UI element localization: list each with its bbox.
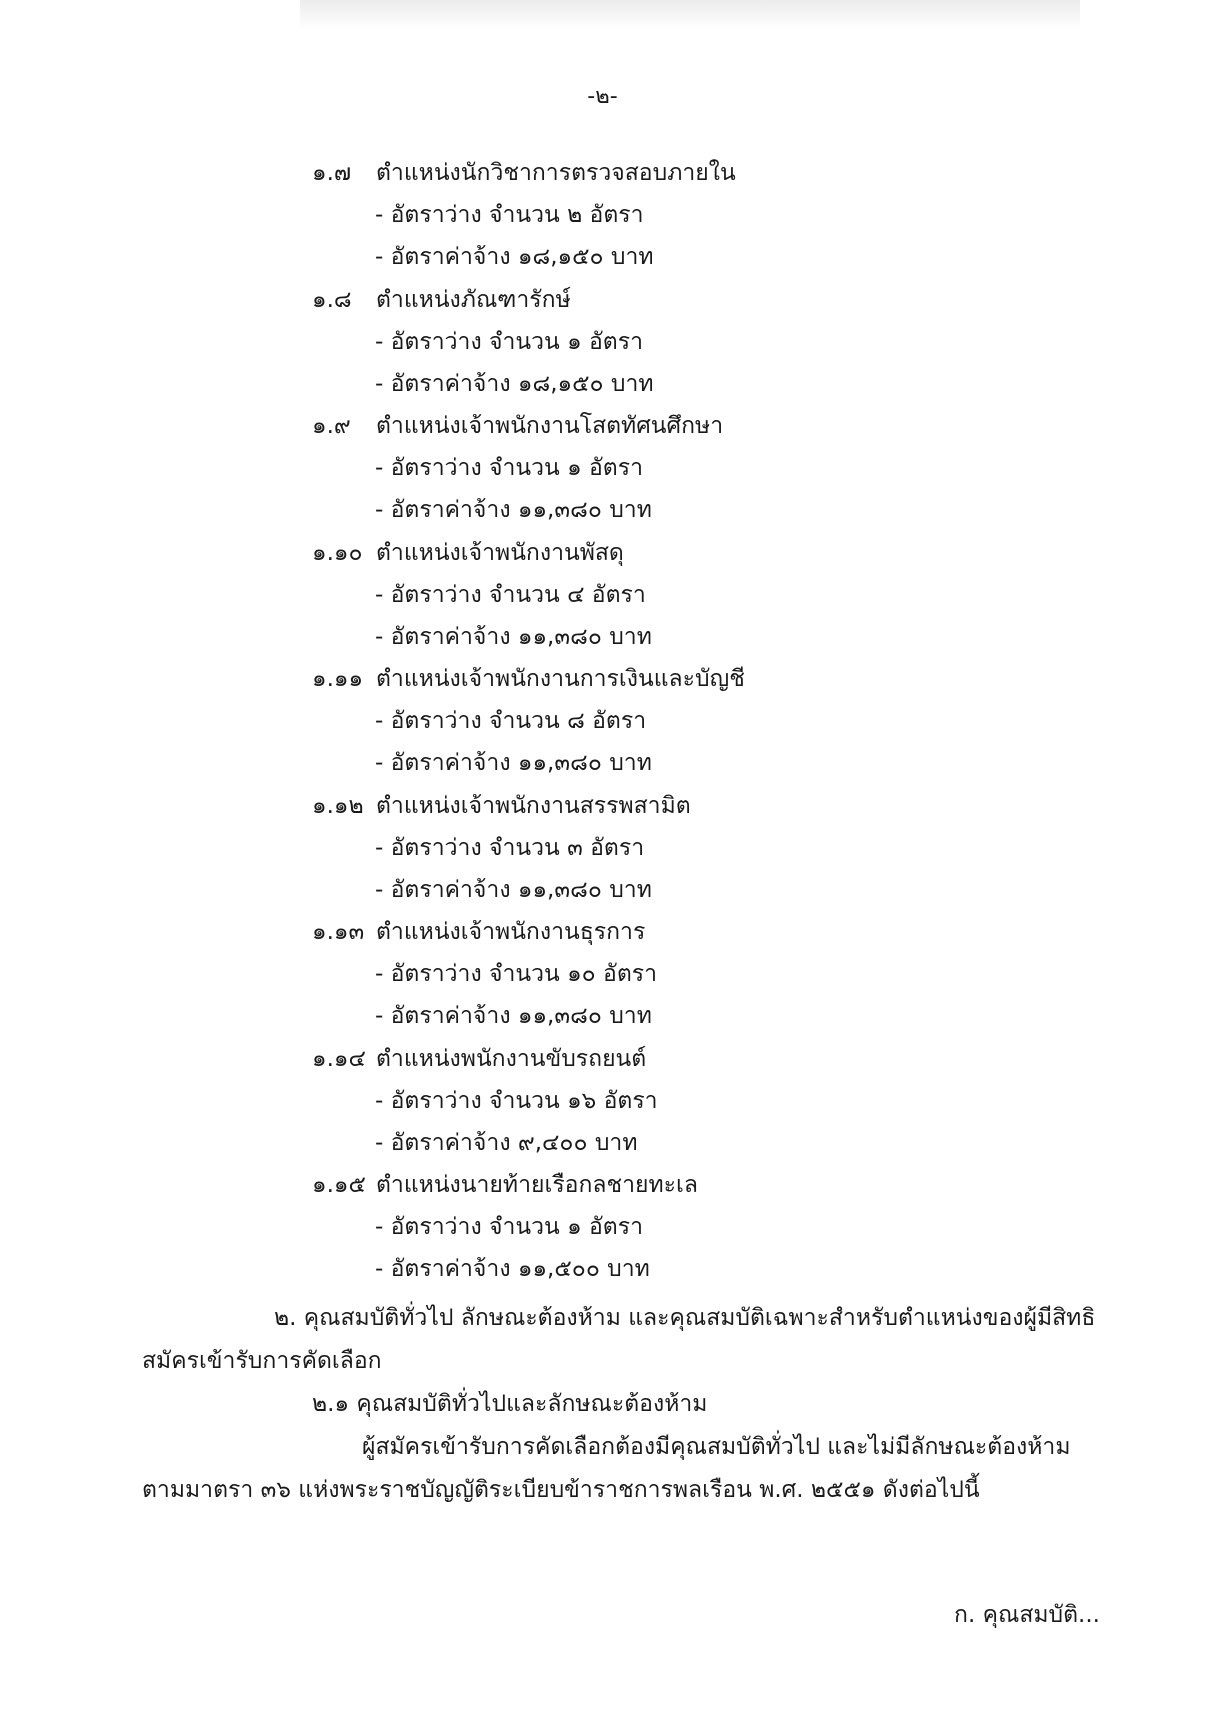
position-heading	[312, 664, 745, 694]
position-vacancy: - อัตราว่าง จำนวน ๑ อัตรา	[375, 329, 643, 355]
position-number: ๑.๗	[312, 160, 352, 186]
section-2-1-body-line2: ตามมาตรา ๓๖ แห่งพระราชบัญญัติระเบียบข้าราชการพลเรือน พ.ศ. ๒๕๕๑ ดังต่อไปนี้	[142, 1477, 980, 1503]
section-2-1-body-line1: ผู้สมัครเข้ารับการคัดเลือกต้องมีคุณสมบัติทั่วไป และไม่มีลักษณะต้องห้าม	[362, 1434, 1071, 1460]
position-number: ๑.๑๕	[312, 1172, 366, 1198]
position-heading	[312, 1044, 646, 1074]
position-vacancy: - อัตราว่าง จำนวน ๑๖ อัตรา	[375, 1088, 658, 1114]
position-heading	[312, 1170, 698, 1200]
position-heading	[312, 538, 624, 568]
position-title: ตำแหน่งนายท้ายเรือกลชายทะเล	[376, 1172, 698, 1198]
section-2-heading-line1: ๒. คุณสมบัติทั่วไป ลักษณะต้องห้าม และคุณสมบัติเฉพาะสำหรับตำแหน่งของผู้มีสิทธิ	[274, 1305, 1096, 1331]
position-heading	[312, 285, 571, 315]
section-2-1-heading: ๒.๑ คุณสมบัติทั่วไปและลักษณะต้องห้าม	[312, 1391, 708, 1417]
position-title: ตำแหน่งภัณฑารักษ์	[376, 287, 571, 313]
position-wage: - อัตราค่าจ้าง ๑๑,๓๘๐ บาท	[375, 877, 652, 903]
position-wage: - อัตราค่าจ้าง ๑๑,๓๘๐ บาท	[375, 624, 652, 650]
position-number: ๑.๑๐	[312, 540, 363, 566]
page-number: -๒-	[587, 84, 618, 109]
position-vacancy: - อัตราว่าง จำนวน ๑ อัตรา	[375, 455, 643, 481]
position-vacancy: - อัตราว่าง จำนวน ๒ อัตรา	[375, 202, 644, 228]
scan-artifact	[300, 0, 1080, 30]
position-wage: - อัตราค่าจ้าง ๙,๔๐๐ บาท	[375, 1130, 638, 1156]
position-wage: - อัตราค่าจ้าง ๑๑,๓๘๐ บาท	[375, 497, 652, 523]
position-heading	[312, 917, 645, 947]
position-wage: - อัตราค่าจ้าง ๑๑,๓๘๐ บาท	[375, 1003, 652, 1029]
continuation-footer: ก. คุณสมบัติ...	[954, 1602, 1100, 1628]
position-heading	[312, 791, 691, 821]
position-vacancy: - อัตราว่าง จำนวน ๘ อัตรา	[375, 708, 647, 734]
position-number: ๑.๘	[312, 287, 352, 313]
position-wage: - อัตราค่าจ้าง ๑๑,๕๐๐ บาท	[375, 1256, 650, 1282]
position-vacancy: - อัตราว่าง จำนวน ๑ อัตรา	[375, 1214, 643, 1240]
position-title: ตำแหน่งเจ้าพนักงานการเงินและบัญชี	[376, 666, 745, 692]
position-number: ๑.๑๓	[312, 919, 365, 945]
position-heading	[312, 411, 723, 441]
section-2-heading-line2: สมัครเข้ารับการคัดเลือก	[142, 1348, 382, 1374]
position-wage: - อัตราค่าจ้าง ๑๘,๑๕๐ บาท	[375, 371, 654, 397]
position-number: ๑.๑๒	[312, 793, 364, 819]
position-title: ตำแหน่งเจ้าพนักงานสรรพสามิต	[376, 793, 691, 819]
position-title: ตำแหน่งนักวิชาการตรวจสอบภายใน	[376, 160, 736, 186]
position-wage: - อัตราค่าจ้าง ๑๑,๓๘๐ บาท	[375, 750, 652, 776]
position-vacancy: - อัตราว่าง จำนวน ๓ อัตรา	[375, 835, 645, 861]
position-number: ๑.๙	[312, 413, 351, 439]
position-heading	[312, 158, 736, 188]
position-vacancy: - อัตราว่าง จำนวน ๑๐ อัตรา	[375, 961, 658, 987]
position-title: ตำแหน่งเจ้าพนักงานพัสดุ	[376, 540, 624, 566]
position-title: ตำแหน่งเจ้าพนักงานโสตทัศนศึกษา	[376, 413, 724, 439]
position-number: ๑.๑๑	[312, 666, 364, 692]
position-vacancy: - อัตราว่าง จำนวน ๔ อัตรา	[375, 582, 646, 608]
position-wage: - อัตราค่าจ้าง ๑๘,๑๕๐ บาท	[375, 244, 654, 270]
position-title: ตำแหน่งพนักงานขับรถยนต์	[376, 1046, 647, 1072]
position-number: ๑.๑๔	[312, 1046, 366, 1072]
position-title: ตำแหน่งเจ้าพนักงานธุรการ	[376, 919, 646, 945]
